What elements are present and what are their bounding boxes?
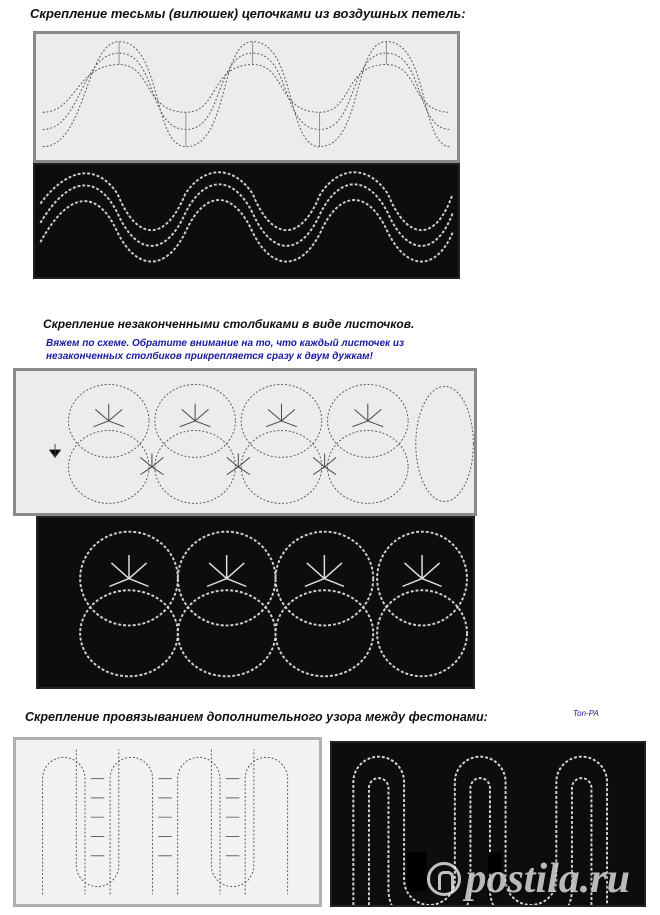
- section-2-note-line2: незаконченных столбиков прикрепляется сразу к двум дужкам!: [46, 351, 373, 362]
- postila-watermark: [427, 855, 630, 903]
- leaf-stitch-photo: [36, 516, 475, 689]
- diagram-svg-2: [16, 371, 474, 513]
- braid-chain-photo: [33, 163, 460, 279]
- section-2-title: Скрепление незаконченными столбиками в виде листочков.: [43, 317, 415, 331]
- wave-line: [43, 65, 451, 113]
- section-2-note: [46, 337, 404, 363]
- watermark-text: postila.ru: [465, 856, 630, 902]
- section-2-note-line1: Вяжем по схеме. Обратите внимание на то, что каждый листочек из: [46, 338, 405, 349]
- author-signature: Ton-PA: [573, 709, 599, 718]
- diagram-svg-1: [36, 34, 457, 160]
- diagram-svg-3: [16, 740, 319, 904]
- braid-chain-diagram: [33, 31, 460, 163]
- section-3-title: Скрепление провязыванием дополнительного узора между фестонами:: [25, 710, 488, 724]
- section-1-title: Скрепление тесьмы (вилюшек) цепочками из воздушных петель:: [30, 6, 466, 21]
- photo-svg-1: [35, 165, 458, 277]
- festoon-diagram: [13, 737, 322, 907]
- festoon-photo: [330, 741, 646, 907]
- postila-logo-icon: [427, 862, 461, 896]
- wave-line: [43, 42, 451, 147]
- leaf-stitch-diagram: [13, 368, 477, 516]
- photo-svg-2: [38, 518, 473, 687]
